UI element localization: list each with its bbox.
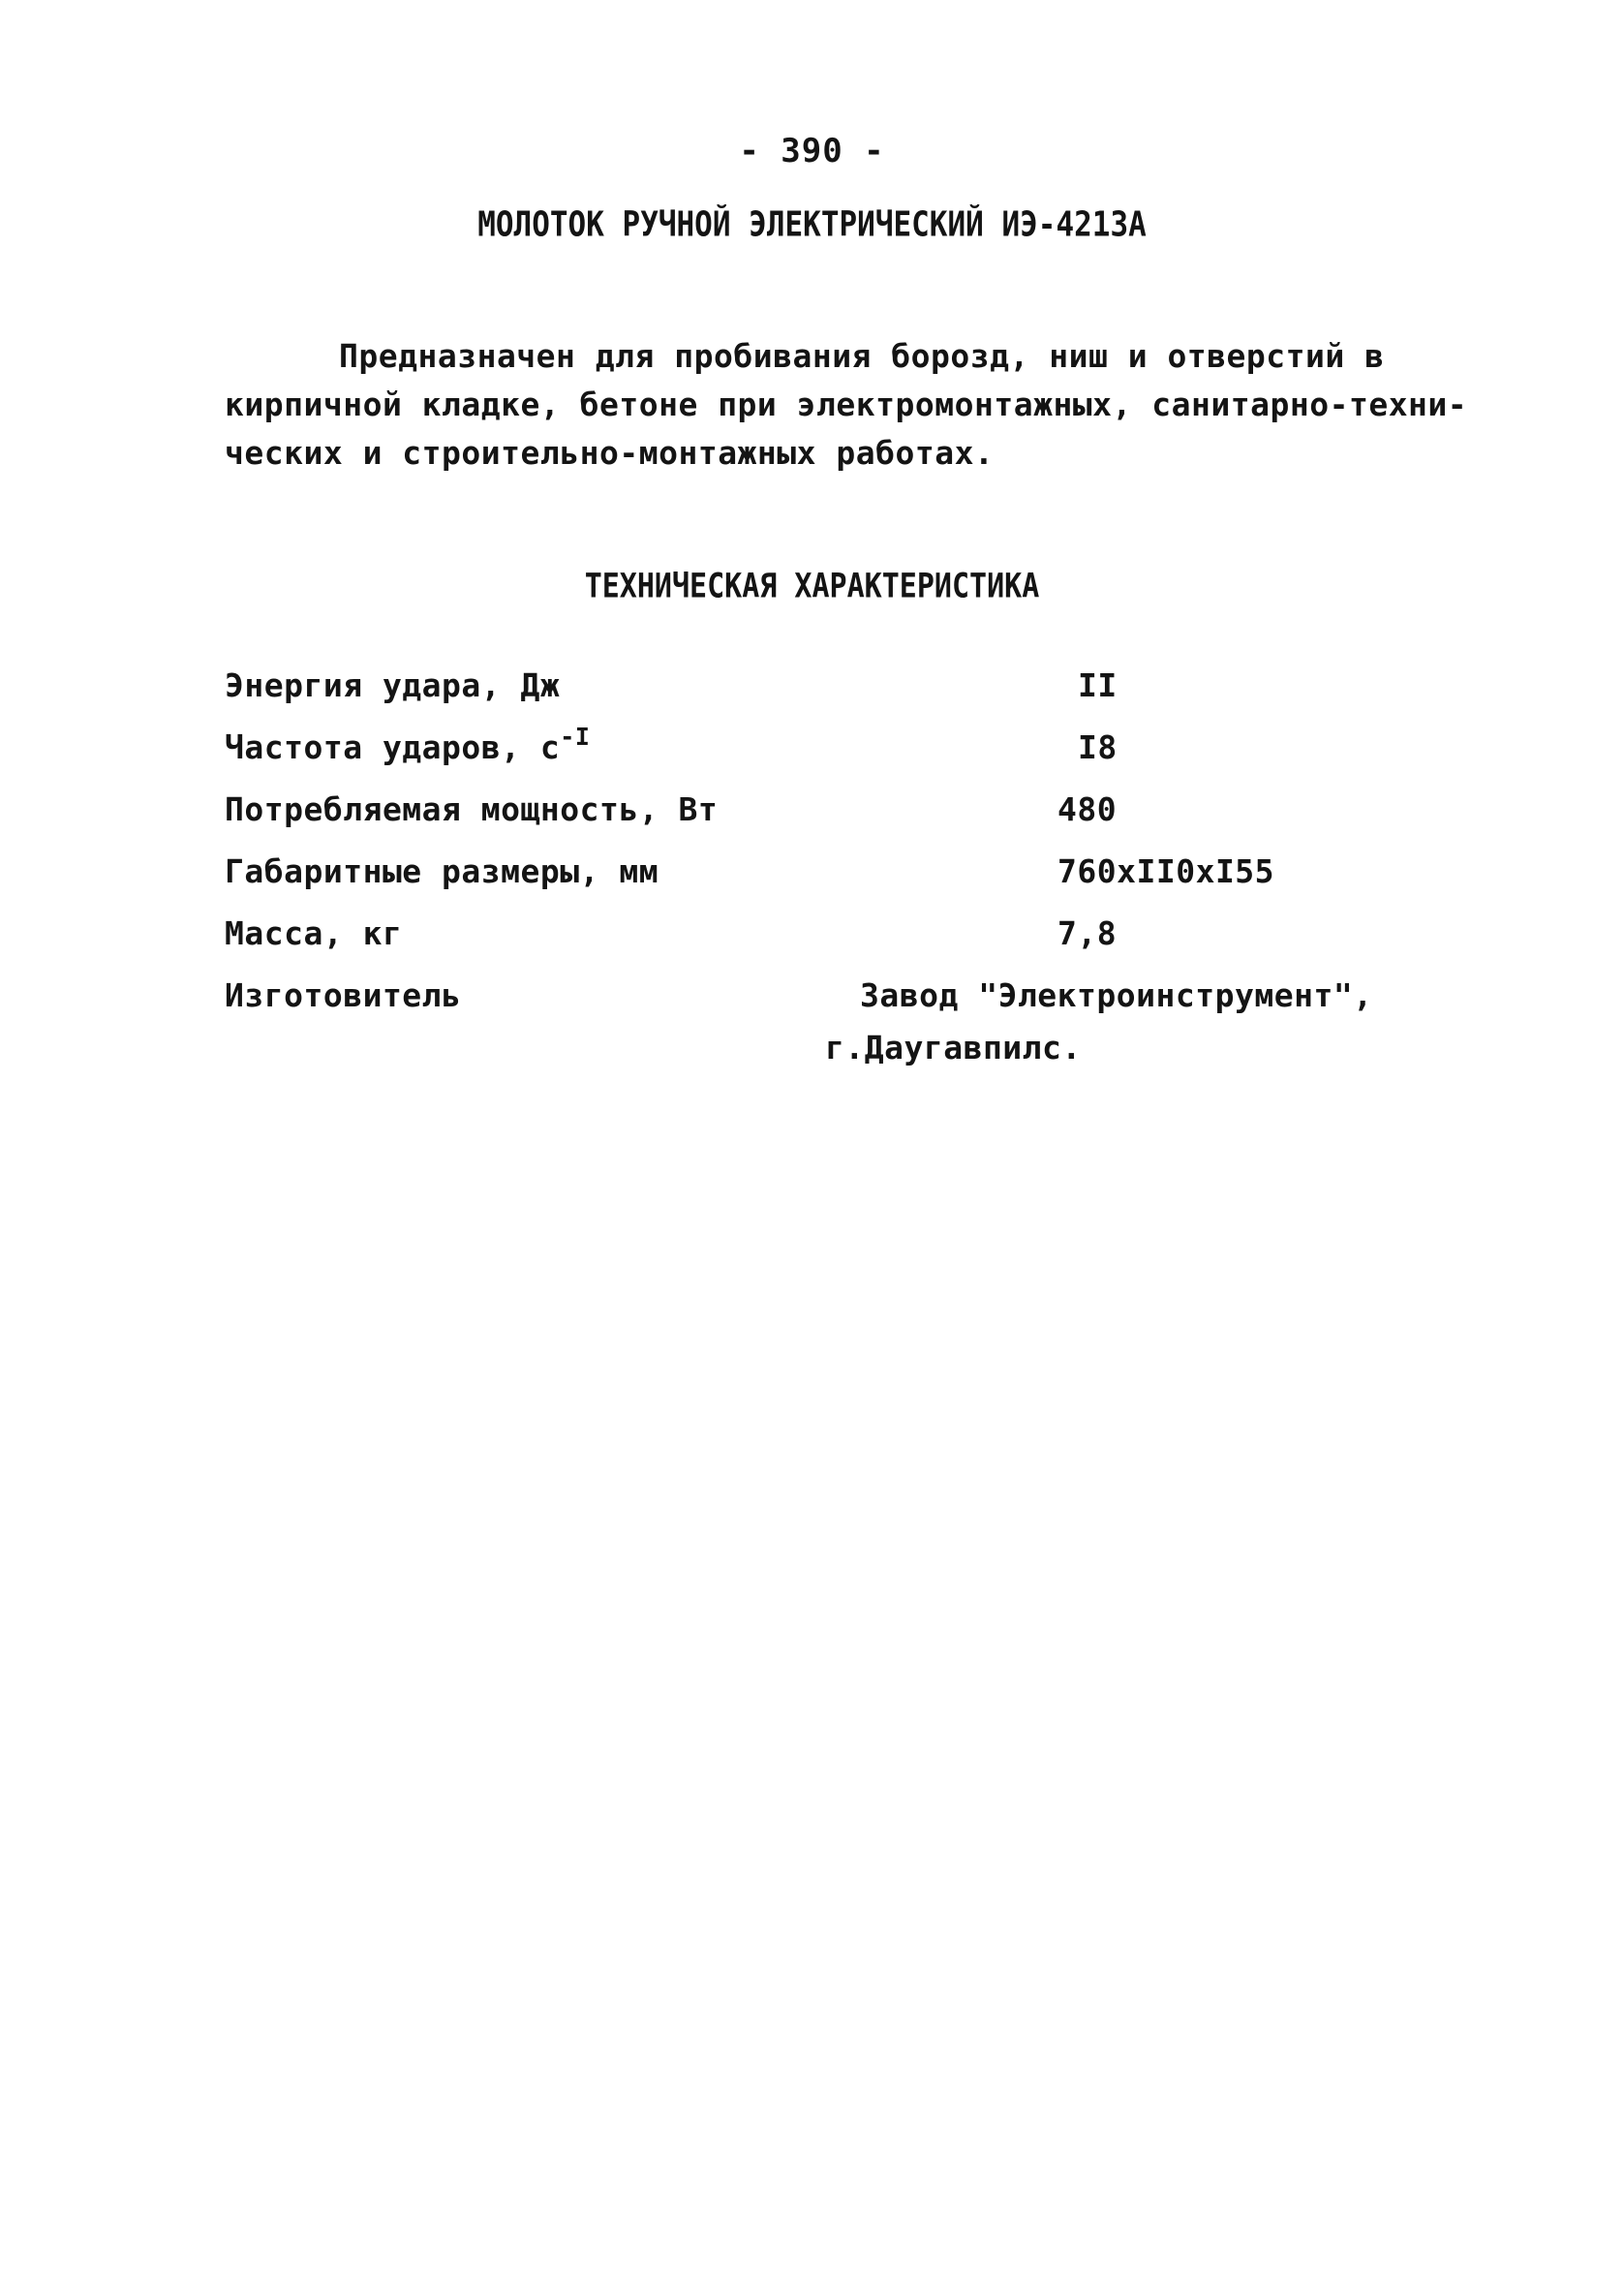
spec-value-dimensions: 760xII0xI55 (1057, 852, 1275, 890)
spec-label-manufacturer: Изготовитель (225, 976, 462, 1014)
spec-value-impact-energy: II (1078, 666, 1118, 704)
document-title: МОЛОТОК РУЧНОЙ ЭЛЕКТРИЧЕСКИЙ ИЭ-4213А (477, 204, 1147, 245)
description-line-2: кирпичной кладке, бетоне при электромонтажных, санитарно-техни- (225, 386, 1468, 423)
spec-value-impact-frequency: I8 (1078, 728, 1118, 766)
section-heading: ТЕХНИЧЕСКАЯ ХАРАКТЕРИСТИКА (584, 567, 1040, 606)
description-line-1: Предназначен для пробивания борозд, ниш и отверстий в (339, 337, 1385, 375)
spec-label-impact-energy: Энергия удара, Дж (225, 666, 561, 704)
page-number: - 390 - (739, 132, 885, 170)
description-line-3: ческих и строительно-монтажных работах. (225, 434, 995, 472)
unit-superscript: -I (560, 723, 591, 751)
spec-label-dimensions: Габаритные размеры, мм (225, 852, 659, 890)
spec-value-power: 480 (1057, 790, 1118, 828)
spec-value-manufacturer-line-2: г.Даугавпилс. (825, 1029, 1082, 1066)
spec-label-power: Потребляемая мощность, Вт (225, 790, 719, 828)
spec-label-mass: Масса, кг (225, 914, 403, 952)
spec-label-impact-frequency (225, 723, 591, 766)
spec-value-mass: 7,8 (1057, 914, 1118, 952)
spec-value-manufacturer-line-1: Завод "Электроинструмент", (860, 976, 1373, 1014)
spec-label-impact-frequency-text: Частота ударов, с (225, 728, 561, 766)
